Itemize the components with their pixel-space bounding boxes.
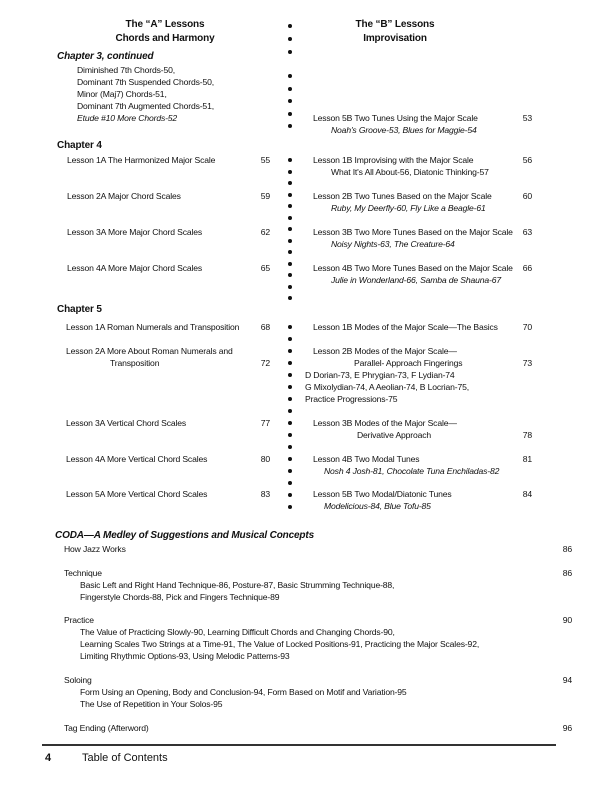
footer-label: Table of Contents [82, 752, 168, 764]
page-number: 59 [260, 191, 270, 201]
toc-subentry: Learning Scales Two Strings at a Time-91, The Value of Locked Positions-91, Practicing the Major Scales-92, [80, 639, 480, 649]
toc-subentry: Fingerstyle Chords-88, Pick and Fingers Technique-89 [80, 592, 280, 602]
toc-subentry: Julie in Wonderland-66, Samba de Shauna-67 [331, 275, 501, 285]
page-number: 94 [562, 675, 572, 685]
toc-subentry: Diminished 7th Chords-50, [77, 65, 175, 75]
divider-dot [288, 181, 292, 185]
divider-dot [288, 204, 292, 208]
page-number: 66 [522, 263, 532, 273]
footer-rule [42, 744, 556, 746]
page-number: 83 [260, 489, 270, 499]
toc-entry: Lesson 3A Vertical Chord Scales [66, 418, 187, 428]
page-number: 70 [522, 322, 532, 332]
toc-entry: Lesson 3B Two More Tunes Based on the Major Scale [313, 227, 513, 237]
divider-dot [288, 469, 292, 473]
toc-subentry: Noisy Nights-63, The Creature-64 [331, 239, 455, 249]
divider-dot [288, 124, 292, 128]
divider-dot [288, 337, 292, 341]
toc-entry: Lesson 1B Modes of the Major Scale—The Basics [313, 322, 498, 332]
divider-dot [288, 349, 292, 353]
toc-entry-continued: Parallel- Approach Fingerings [354, 358, 463, 368]
toc-subentry: Form Using an Opening, Body and Conclusion-94, Form Based on Motif and Variation-95 [80, 687, 407, 697]
page-number: 77 [260, 418, 270, 428]
coda-heading: CODA—A Medley of Suggestions and Musical Concepts [55, 530, 314, 541]
toc-entry: Lesson 1B Improvising with the Major Scale [313, 155, 474, 165]
page-number: 55 [260, 155, 270, 165]
toc-entry: Technique [64, 568, 102, 578]
toc-entry: Lesson 2B Modes of the Major Scale— [313, 346, 457, 356]
toc-subentry: Basic Left and Right Hand Technique-86, Posture-87, Basic Strumming Technique-88, [80, 580, 395, 590]
chapter-3-heading: Chapter 3, continued [57, 51, 154, 62]
page-number: 84 [522, 489, 532, 499]
divider-dot [288, 481, 292, 485]
a-lessons-heading: The “A” Lessons [125, 19, 205, 30]
page-number: 62 [260, 227, 270, 237]
toc-entry-continued: Transposition [110, 358, 160, 368]
divider-dot [288, 227, 292, 231]
divider-dot [288, 505, 292, 509]
divider-dot [288, 325, 292, 329]
divider-dot [288, 50, 292, 54]
toc-subentry: D Dorian-73, E Phrygian-73, F Lydian-74 [305, 370, 455, 380]
toc-entry: Soloing [64, 675, 92, 685]
page-number: 65 [260, 263, 270, 273]
divider-dot [288, 457, 292, 461]
divider-dot [288, 239, 292, 243]
divider-dot [288, 296, 292, 300]
divider-dot [288, 158, 292, 162]
toc-subentry: Noah's Groove-53, Blues for Maggie-54 [331, 125, 477, 135]
divider-dot [288, 385, 292, 389]
toc-entry: Lesson 2B Two Tunes Based on the Major Scale [313, 191, 492, 201]
toc-entry: How Jazz Works [64, 544, 126, 554]
page-number: 86 [562, 544, 572, 554]
divider-dot [288, 273, 292, 277]
toc-subentry: Modelicious-84, Blue Tofu-85 [324, 501, 431, 511]
divider-dot [288, 24, 292, 28]
page-number: 63 [522, 227, 532, 237]
page-number: 72 [260, 358, 270, 368]
toc-subentry: The Value of Practicing Slowly-90, Learning Difficult Chords and Changing Chords-90, [80, 627, 395, 637]
toc-entry: Tag Ending (Afterword) [64, 723, 149, 733]
divider-dot [288, 433, 292, 437]
divider-dot [288, 493, 292, 497]
divider-dot [288, 170, 292, 174]
toc-entry: Lesson 4A More Major Chord Scales [67, 263, 203, 273]
toc-entry-continued: Derivative Approach [357, 430, 432, 440]
toc-entry: Lesson 3B Modes of the Major Scale— [313, 418, 457, 428]
toc-entry: Lesson 2A Major Chord Scales [67, 191, 181, 201]
toc-entry: Lesson 5B Two Modal/Diatonic Tunes [313, 489, 452, 499]
page-number: 53 [522, 113, 532, 123]
footer-page-number: 4 [45, 752, 52, 764]
page-number: 90 [562, 615, 572, 625]
toc-entry: Lesson 4B Two Modal Tunes [313, 454, 420, 464]
a-lessons-subheading: Chords and Harmony [115, 33, 215, 44]
toc-entry: Lesson 5A More Vertical Chord Scales [66, 489, 208, 499]
toc-entry: Lesson 1A Roman Numerals and Transposition [66, 322, 240, 332]
page-number: 73 [522, 358, 532, 368]
page-number: 96 [562, 723, 572, 733]
divider-dot [288, 361, 292, 365]
toc-subentry: Nosh 4 Josh-81, Chocolate Tuna Enchiladas-82 [324, 466, 500, 476]
toc-subentry: Limiting Rhythmic Options-93, Using Melodic Patterns-93 [80, 651, 290, 661]
divider-dot [288, 421, 292, 425]
divider-dot [288, 99, 292, 103]
toc-subentry: Minor (Maj7) Chords-51, [77, 89, 167, 99]
toc-entry: Lesson 3A More Major Chord Scales [67, 227, 203, 237]
chapter-4-heading: Chapter 4 [57, 140, 102, 151]
b-lessons-subheading: Improvisation [363, 33, 427, 44]
page-number: 68 [260, 322, 270, 332]
divider-dot [288, 193, 292, 197]
divider-dot [288, 37, 292, 41]
divider-dot [288, 250, 292, 254]
chapter-5-heading: Chapter 5 [57, 304, 102, 315]
toc-entry: Lesson 2A More About Roman Numerals and [66, 346, 233, 356]
toc-subentry: Dominant 7th Suspended Chords-50, [77, 77, 214, 87]
toc-subentry: The Use of Repetition in Your Solos-95 [80, 699, 223, 709]
toc-subentry: Ruby, My Deerfly-60, Fly Like a Beagle-61 [331, 203, 486, 213]
page-number: 56 [522, 155, 532, 165]
divider-dot [288, 216, 292, 220]
toc-entry: Practice [64, 615, 94, 625]
divider-dot [288, 112, 292, 116]
toc-entry: Lesson 5B Two Tunes Using the Major Scale [313, 113, 478, 123]
divider-dot [288, 409, 292, 413]
toc-subentry: G Mixolydian-74, A Aeolian-74, B Locrian-75, [305, 382, 469, 392]
divider-dot [288, 397, 292, 401]
toc-subentry: What It's All About-56, Diatonic Thinking-57 [331, 167, 489, 177]
page-number: 86 [562, 568, 572, 578]
toc-subentry: Dominant 7th Augmented Chords-51, [77, 101, 214, 111]
toc-subentry: Practice Progressions-75 [305, 394, 398, 404]
toc-entry: Lesson 4A More Vertical Chord Scales [66, 454, 208, 464]
divider-dot [288, 285, 292, 289]
b-lessons-heading: The “B” Lessons [355, 19, 435, 30]
page-number: 81 [522, 454, 532, 464]
toc-entry: Lesson 1A The Harmonized Major Scale [67, 155, 216, 165]
page-number: 60 [522, 191, 532, 201]
toc-subentry: Etude #10 More Chords-52 [77, 113, 178, 123]
divider-dot [288, 74, 292, 78]
page-number: 80 [260, 454, 270, 464]
divider-dot [288, 373, 292, 377]
divider-dot [288, 87, 292, 91]
divider-dot [288, 445, 292, 449]
page-number: 78 [522, 430, 532, 440]
toc-entry: Lesson 4B Two More Tunes Based on the Major Scale [313, 263, 513, 273]
divider-dot [288, 262, 292, 266]
